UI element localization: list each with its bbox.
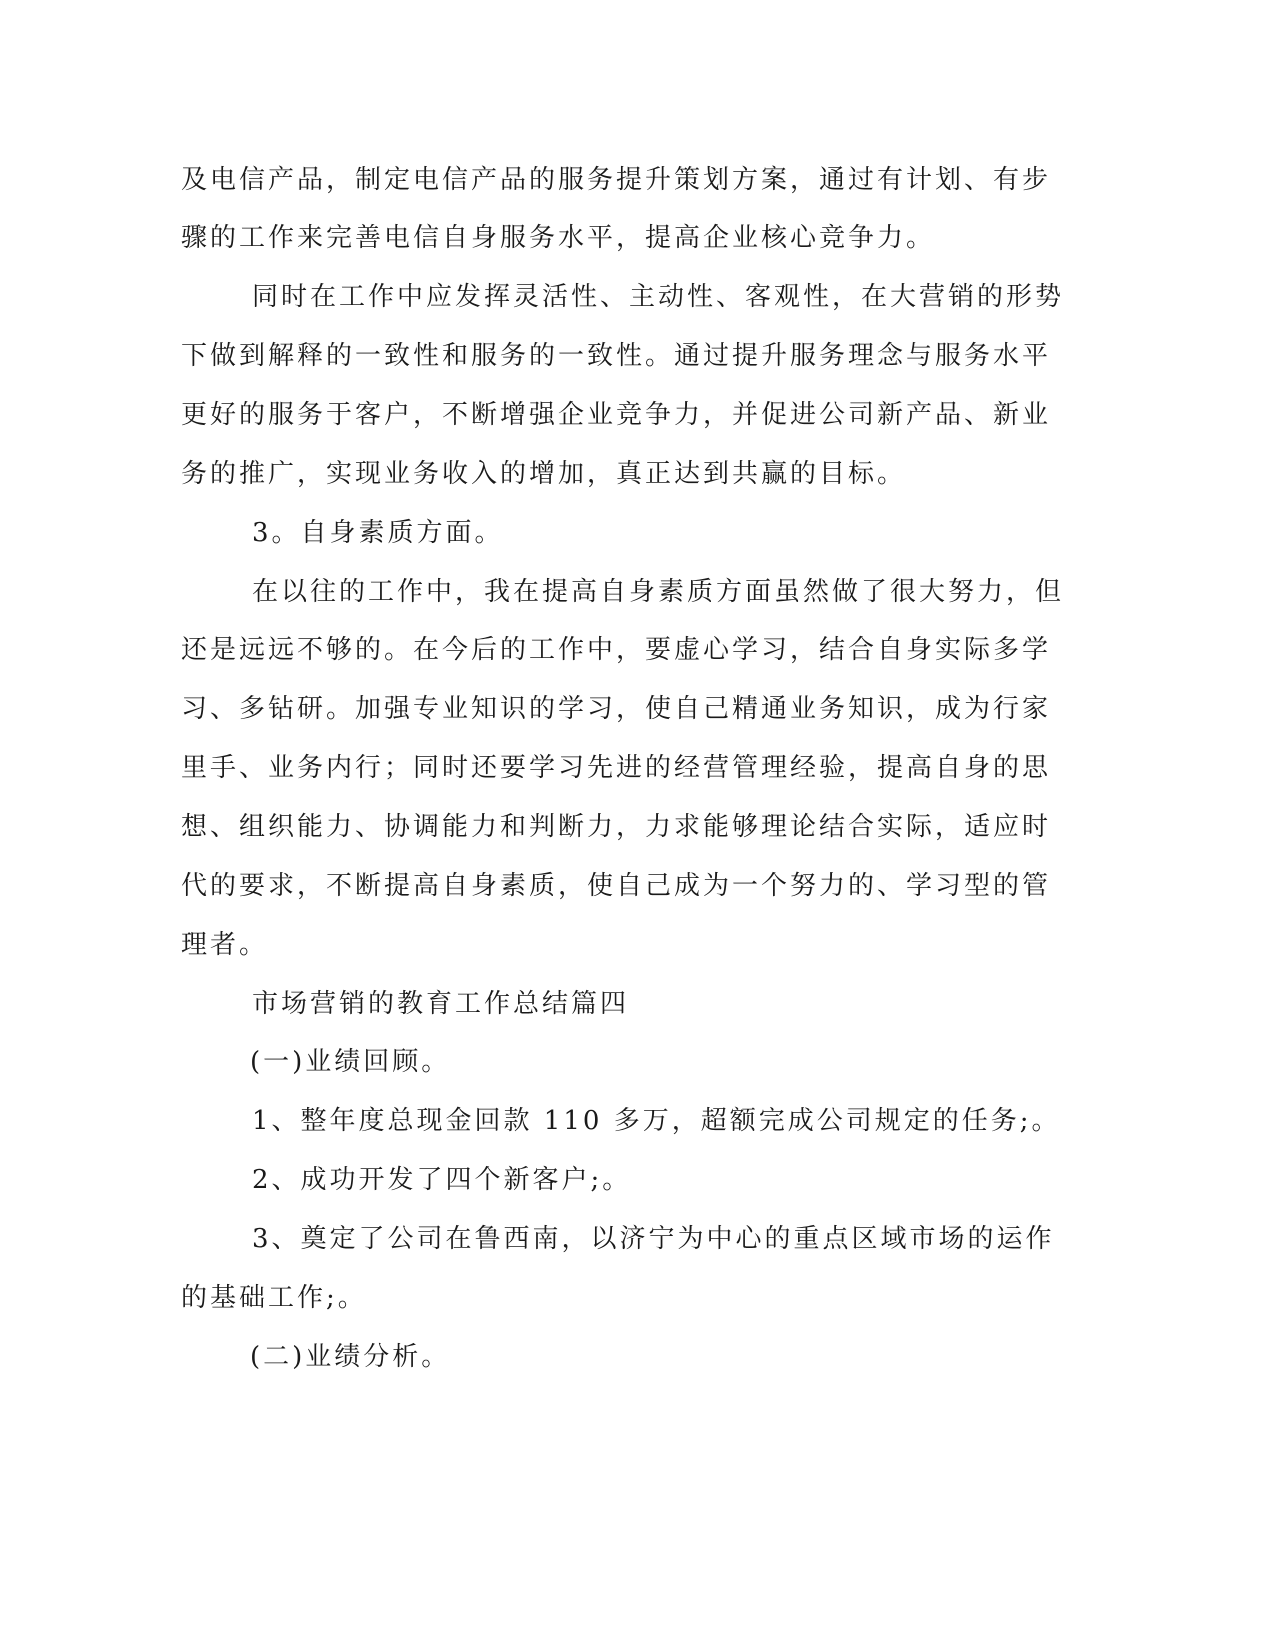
text-line: 理者。 <box>181 930 269 960</box>
text-line: 及电信产品，制定电信产品的服务提升策划方案，通过有计划、有步 <box>181 165 1052 195</box>
text-line: 想、组织能力、协调能力和判断力，力求能够理论结合实际，适应时 <box>181 812 1052 842</box>
article-title: 市场营销的教育工作总结篇四 <box>252 989 630 1019</box>
text-line: 代的要求，不断提高自身素质，使自己成为一个努力的、学习型的管 <box>181 871 1052 901</box>
text-line: 里手、业务内行；同时还要学习先进的经营管理经验，提高自身的思 <box>181 753 1052 783</box>
list-item: 1、整年度总现金回款 110 多万，超额完成公司规定的任务;。 <box>252 1106 1061 1136</box>
text-line: 下做到解释的一致性和服务的一致性。通过提升服务理念与服务水平 <box>181 341 1052 371</box>
list-item: 2、成功开发了四个新客户;。 <box>252 1165 632 1195</box>
text-line: 同时在工作中应发挥灵活性、主动性、客观性，在大营销的形势 <box>252 282 1065 312</box>
section-heading: 3。自身素质方面。 <box>252 518 504 548</box>
section-heading: (二)业绩分析。 <box>250 1342 451 1372</box>
text-line: 在以往的工作中，我在提高自身素质方面虽然做了很大努力，但 <box>252 577 1065 607</box>
text-line: 务的推广，实现业务收入的增加，真正达到共赢的目标。 <box>181 459 907 489</box>
text-line: 的基础工作;。 <box>181 1283 367 1313</box>
list-item: 3、奠定了公司在鲁西南，以济宁为中心的重点区域市场的运作 <box>252 1224 1055 1254</box>
section-heading: (一)业绩回顾。 <box>250 1047 451 1077</box>
text-line: 还是远远不够的。在今后的工作中，要虚心学习，结合自身实际多学 <box>181 635 1052 665</box>
text-line: 习、多钻研。加强专业知识的学习，使自己精通业务知识，成为行家 <box>181 694 1052 724</box>
text-line: 骤的工作来完善电信自身服务水平，提高企业核心竞争力。 <box>181 223 936 253</box>
text-line: 更好的服务于客户，不断增强企业竞争力，并促进公司新产品、新业 <box>181 400 1052 430</box>
